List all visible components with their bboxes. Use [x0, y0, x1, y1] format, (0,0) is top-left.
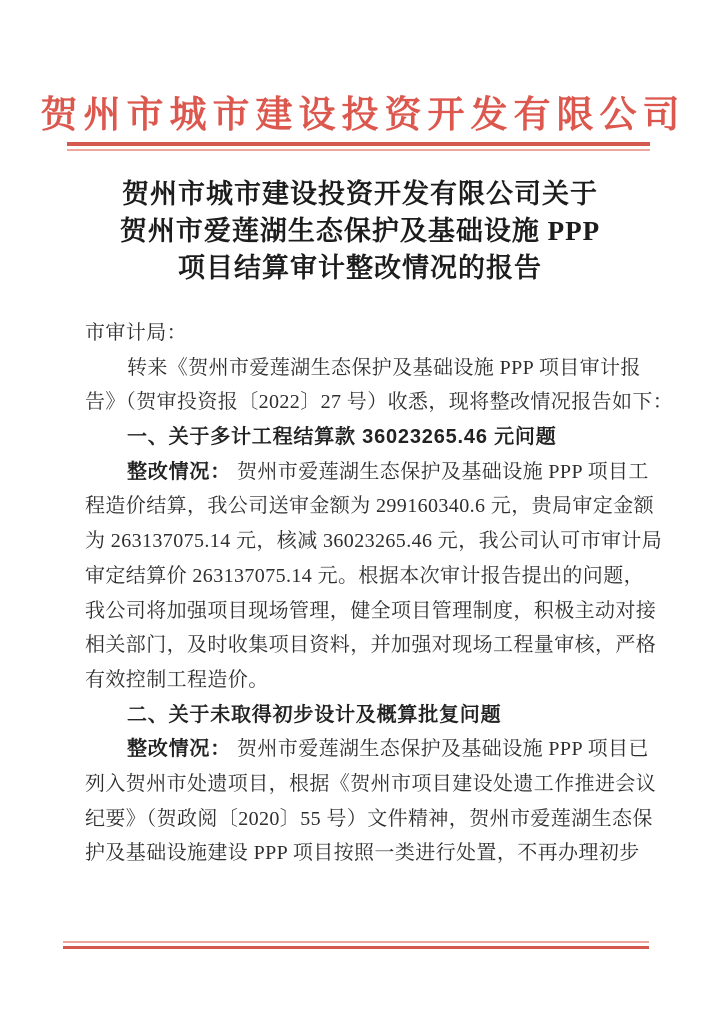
body-line: 整改情况： 贺州市爱莲湖生态保护及基础设施 PPP 项目已	[127, 738, 649, 761]
document-title	[0, 176, 720, 287]
letterhead-double-rule	[67, 142, 650, 151]
body-line: 市审计局：	[85, 322, 187, 344]
body-line: 相关部门，及时收集项目资料，并加强对现场工程量审核，严格	[85, 634, 657, 657]
bold-lead-in: 整改情况：	[127, 738, 231, 761]
body-line: 为 263137075.14 元，核减 36023265.46 元，我公司认可市审计局	[85, 530, 663, 553]
body-line: 纪要》（贺政阅〔2020〕55 号）文件精神，贺州市爱莲湖生态保	[85, 807, 653, 830]
section-heading: 一、关于多计工程结算款 36023265.46 元问题	[127, 426, 557, 449]
bold-lead-in: 整改情况：	[127, 460, 231, 483]
body-line: 有效控制工程造价。	[85, 668, 269, 691]
footer-double-rule	[63, 941, 649, 949]
body-line: 告》（贺审投资报〔2022〕27 号）收悉，现将整改情况报告如下：	[85, 391, 674, 414]
section-heading: 二、关于未取得初步设计及概算批复问题	[127, 703, 502, 726]
body-line: 列入贺州市处遗项目，根据《贺州市项目建设处遗工作推进会议	[85, 772, 657, 795]
title-line-1: 贺州市城市建设投资开发有限公司关于	[122, 179, 598, 209]
title-line-2: 贺州市爱莲湖生态保护及基础设施 PPP	[119, 216, 601, 246]
document-body	[85, 316, 674, 871]
title-line-3: 项目结算审计整改情况的报告	[178, 253, 542, 283]
body-line: 审定结算价 263137075.14 元。根据本次审计报告提出的问题，	[85, 564, 644, 587]
body-line: 程造价结算，我公司送审金额为 299160340.6 元，贵局审定金额	[85, 495, 654, 518]
body-line: 我公司将加强项目现场管理，健全项目管理制度，积极主动对接	[85, 599, 657, 622]
header-rule-thin-line	[67, 149, 650, 151]
letterhead-company-name: 贺州市城市建设投资开发有限公司	[40, 95, 686, 136]
body-line: 护及基础设施建设 PPP 项目按照一类进行处置，不再办理初步	[85, 842, 640, 865]
body-line: 转来《贺州市爱莲湖生态保护及基础设施 PPP 项目审计报	[127, 356, 641, 379]
body-line: 整改情况： 贺州市爱莲湖生态保护及基础设施 PPP 项目工	[127, 460, 649, 483]
footer-rule-thick-line	[63, 946, 649, 950]
